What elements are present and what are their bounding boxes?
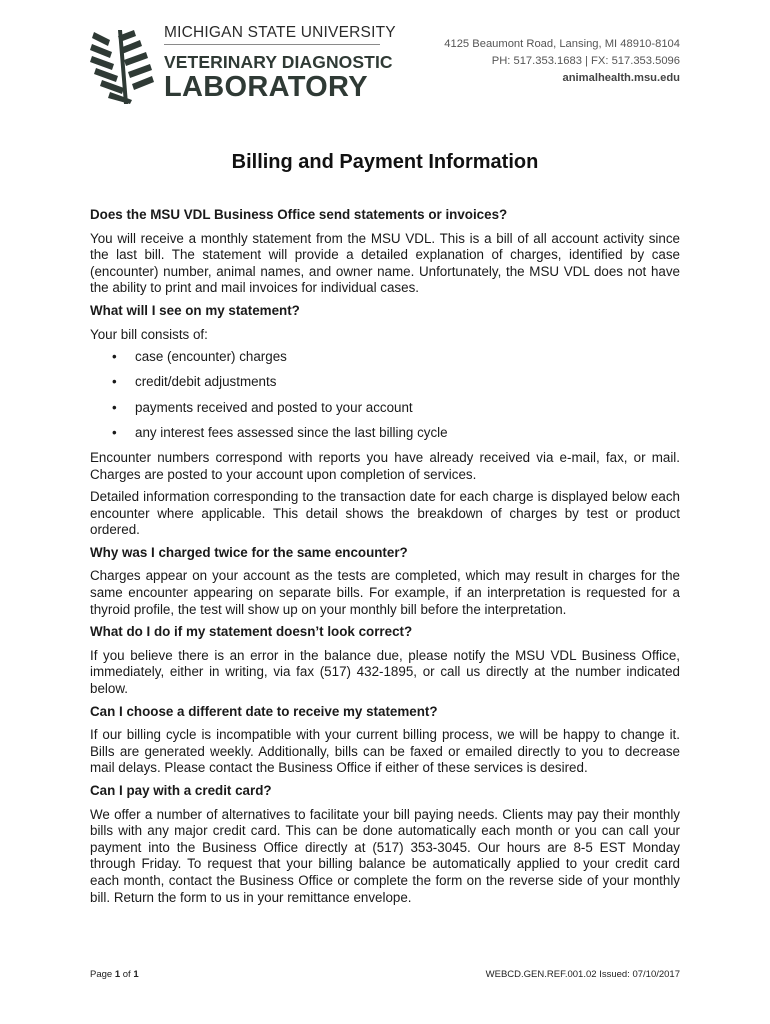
university-name: MICHIGAN STATE UNIVERSITY (164, 24, 396, 41)
document-reference: WEBCD.GEN.REF.001.02 Issued: 07/10/2017 (485, 969, 680, 980)
list-item (90, 425, 680, 442)
list-item-text: case (encounter) charges (135, 349, 287, 365)
page-current: 1 (114, 969, 121, 980)
list-item-text: credit/debit adjustments (135, 374, 277, 390)
list-item (90, 349, 680, 366)
logo-divider (164, 44, 380, 45)
page-number (90, 969, 139, 980)
bullet-icon: • (112, 424, 117, 440)
paragraph-intro: Your bill consists of: (90, 326, 208, 342)
page-title: Billing and Payment Information (231, 151, 539, 173)
bullet-icon: • (112, 374, 117, 390)
wheat-leaf-icon (88, 26, 158, 106)
list-item-text: any interest fees assessed since the last billing cycle (135, 424, 448, 440)
paragraph: Encounter numbers correspond with reports you have already received via e-mail, fax, or mail. Charges are posted to your account upon completion of services. (90, 449, 680, 482)
paragraph: You will receive a monthly statement from the MSU VDL. This is a bill of all account activity since the last bill. The statement will provide a detailed explanation of charges, identified by case (encounter) number, animal names, and owner name. Unfortunately, the MSU VDL does not have the ability to print and mail invoices for individual cases. (90, 230, 680, 296)
question-credit-card: Can I pay with a credit card? (90, 783, 272, 798)
list-item (90, 374, 680, 391)
address-text: 4125 Beaumont Road, Lansing, MI 48910-8104 (444, 38, 680, 50)
list-item (90, 400, 680, 417)
question-statements-invoices: Does the MSU VDL Business Office send statements or invoices? (90, 207, 508, 222)
page-word: Page (90, 969, 113, 980)
question-charged-twice: Why was I charged twice for the same encounter? (90, 544, 408, 560)
list-item-text: payments received and posted to your account (135, 399, 413, 415)
document-body (90, 207, 680, 912)
lab-name-line2: LABORATORY (164, 71, 368, 103)
page-total: 1 (133, 969, 139, 980)
lab-name-line1: VETERINARY DIAGNOSTIC (164, 52, 393, 72)
paragraph: Charges appear on your account as the tests are completed, which may result in charges for the same encounter appearing on separate bills. For example, if an interpretation is requested for a thyroid profile, the test will show up on your monthly bill before the interpretation. (90, 568, 680, 617)
bullet-icon: • (112, 399, 117, 415)
paragraph: If you believe there is an error in the balance due, please notify the MSU VDL Business Office, immediately, either in writing, via fax (517) 432-1895, or call us directly at the number indicated below. (90, 647, 680, 697)
paragraph: We offer a number of alternatives to facilitate your bill paying needs. Clients may pay their monthly bills with any major credit card. This can be done automatically each month or you can call your payment into the Business Office directly at (517) 353-3045. Our hours are 8-5 EST Monday through Friday. To request that your billing balance be automatically applied to your credit card each month, contact the Business Office or complete the form on the reverse side of your monthly bill. Return the form to us in your remittance envelope. (90, 806, 680, 905)
question-statement-contents: What will I see on my statement? (90, 302, 300, 318)
msu-vdl-logo (88, 22, 396, 104)
of-word: of (122, 969, 131, 980)
contact-block (444, 36, 680, 87)
website-link[interactable]: animalhealth.msu.edu (562, 72, 680, 84)
paragraph: If our billing cycle is incompatible with your current billing process, we will be happy to change it. Bills are generated weekly. Additionally, bills can be faxed or emailed directly to you to decrease mail delays. Please contact the Business Office if either of these services is desired. (90, 727, 680, 776)
paragraph: Detailed information corresponding to the transaction date for each charge is displayed below each encounter where applicable. This detail shows the breakdown of charges by test or product ordered. (90, 489, 680, 538)
bill-items-list (90, 349, 680, 441)
question-different-date: Can I choose a different date to receive my statement? (90, 703, 438, 719)
phone-fax-text: PH: 517.353.1683 | FX: 517.353.5096 (491, 55, 680, 67)
question-statement-incorrect: What do I do if my statement doesn’t look correct? (90, 624, 413, 640)
bullet-icon: • (112, 349, 117, 365)
